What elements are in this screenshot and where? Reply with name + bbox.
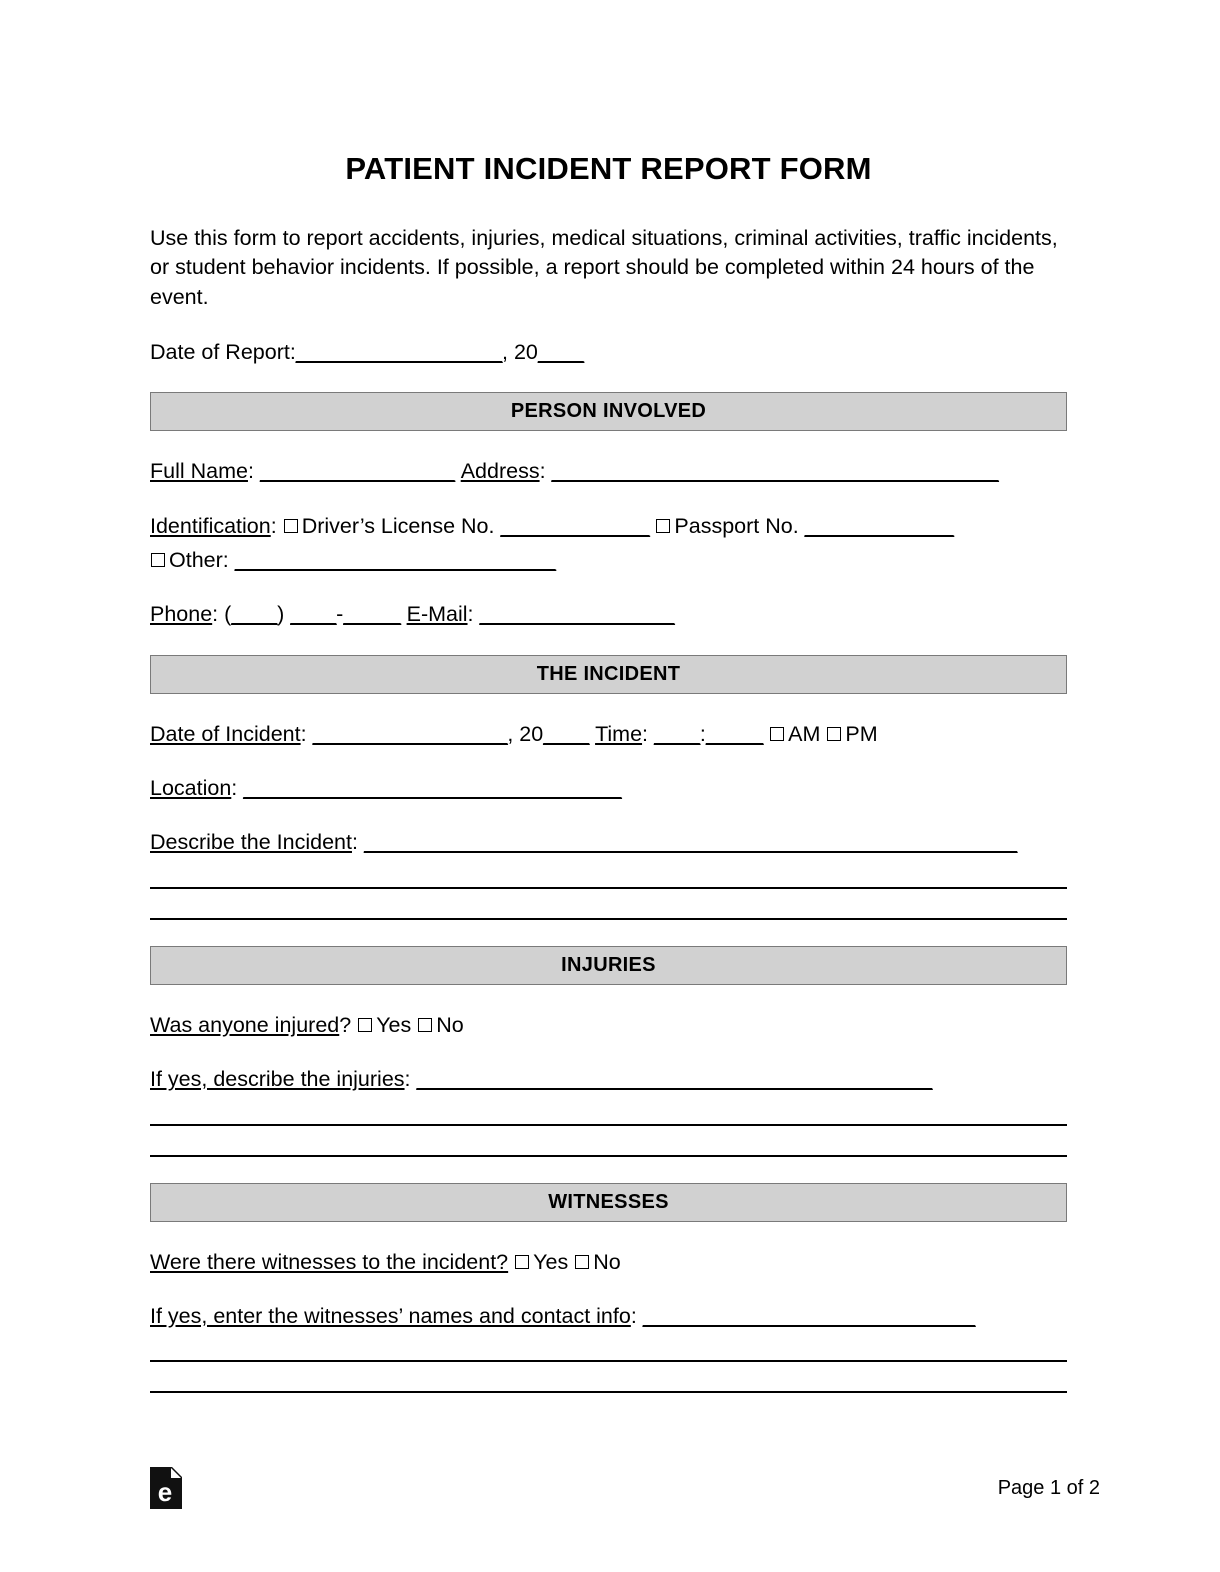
was-anyone-injured-question-mark: ?: [339, 1012, 352, 1037]
checkbox-am[interactable]: [770, 727, 784, 741]
full-name-address-line: [150, 431, 1067, 485]
passport-input[interactable]: _____________: [804, 513, 954, 538]
phone-email-line: [150, 574, 1067, 628]
injured-yes-label: Yes: [376, 1012, 412, 1037]
witness-contact-rule-1[interactable]: [150, 1360, 1067, 1362]
email-input[interactable]: _________________: [479, 602, 675, 627]
checkbox-witnesses-yes[interactable]: [515, 1255, 529, 1269]
time-hour-input[interactable]: ____: [654, 721, 700, 746]
section-header-person-involved-label: PERSON INVOLVED: [510, 400, 707, 423]
checkbox-drivers-license[interactable]: [284, 519, 298, 533]
full-name-label: Full Name: [150, 459, 248, 484]
page-number: Page 1 of 2: [997, 1477, 1100, 1499]
checkbox-passport[interactable]: [656, 519, 670, 533]
document-content: [150, 0, 1067, 1393]
pm-label: PM: [845, 721, 878, 746]
was-anyone-injured-line: [150, 985, 1067, 1039]
location-label: Location: [150, 776, 232, 801]
describe-incident-input[interactable]: _________________________________________________________: [363, 830, 1018, 855]
checkbox-pm[interactable]: [827, 727, 841, 741]
identification-label: Identification: [150, 513, 271, 538]
other-label: Other:: [169, 547, 229, 572]
date-of-incident-label: Date of Incident: [150, 721, 301, 746]
full-name-colon: :: [247, 459, 254, 484]
address-colon: :: [539, 459, 546, 484]
were-there-witnesses-line: [150, 1222, 1067, 1276]
phone-prefix-input[interactable]: ____: [290, 602, 337, 627]
witnesses-yes-label: Yes: [533, 1249, 569, 1274]
location-colon: :: [231, 776, 238, 801]
describe-incident-line: [150, 802, 1067, 856]
page-title: PATIENT INCIDENT REPORT FORM: [345, 151, 872, 186]
phone-dash: -: [336, 602, 344, 627]
location-input[interactable]: _________________________________: [243, 776, 622, 801]
location-line: [150, 748, 1067, 802]
incident-year-input[interactable]: ____: [543, 721, 590, 746]
checkbox-witnesses-no[interactable]: [575, 1255, 589, 1269]
witness-contact-info-input[interactable]: _____________________________: [642, 1303, 976, 1328]
checkbox-other[interactable]: [151, 553, 165, 567]
date-of-report-line: [150, 312, 1067, 366]
eforms-logo-letter: e: [157, 1477, 173, 1507]
phone-colon: :: [212, 602, 219, 627]
describe-injuries-colon: :: [404, 1067, 411, 1092]
were-there-witnesses-label: Were there witnesses to the incident?: [150, 1249, 509, 1274]
checkbox-injured-no[interactable]: [418, 1018, 432, 1032]
phone-area-code-input[interactable]: ____: [231, 602, 278, 627]
phone-area-open-paren: (: [224, 602, 232, 627]
describe-injuries-line: [150, 1039, 1067, 1093]
describe-incident-rule-2[interactable]: [150, 918, 1067, 920]
phone-line-input[interactable]: _____: [343, 602, 401, 627]
section-header-injuries-label: INJURIES: [561, 953, 656, 976]
section-header-the-incident: [150, 655, 1067, 694]
section-header-witnesses: [150, 1183, 1067, 1222]
passport-label: Passport No.: [674, 513, 799, 538]
incident-year-prefix: , 20: [507, 721, 544, 746]
section-header-the-incident-label: THE INCIDENT: [536, 662, 681, 685]
drivers-license-label: Driver’s License No.: [301, 513, 495, 538]
injured-no-label: No: [436, 1012, 464, 1037]
was-anyone-injured-label: Was anyone injured: [150, 1012, 340, 1037]
identification-other-line: [150, 540, 1067, 574]
describe-injuries-rule-2[interactable]: [150, 1155, 1067, 1157]
drivers-license-input[interactable]: _____________: [500, 513, 650, 538]
identification-line: [150, 486, 1067, 540]
phone-label: Phone: [150, 602, 213, 627]
describe-injuries-input[interactable]: _____________________________________________: [416, 1067, 933, 1092]
date-of-incident-line: [150, 694, 1067, 748]
email-label: E-Mail: [406, 602, 468, 627]
checkbox-injured-yes[interactable]: [358, 1018, 372, 1032]
full-name-input[interactable]: _________________: [259, 459, 455, 484]
describe-incident-colon: :: [351, 830, 358, 855]
address-input[interactable]: _______________________________________: [551, 459, 999, 484]
phone-area-close-paren: ): [277, 602, 285, 627]
witnesses-no-label: No: [593, 1249, 621, 1274]
date-of-report-input[interactable]: __________________: [295, 339, 503, 364]
section-header-witnesses-label: WITNESSES: [548, 1190, 669, 1213]
other-input[interactable]: ____________________________: [234, 547, 556, 572]
am-label: AM: [788, 721, 821, 746]
intro-paragraph: Use this form to report accidents, injuries, medical situations, criminal activities, traffic incidents, or student behavior incidents. If possible, a report should be completed within 24 hours of the event.: [150, 226, 1058, 309]
page-footer: [150, 1467, 1100, 1509]
section-header-person-involved: [150, 392, 1067, 431]
date-of-incident-input[interactable]: _________________: [312, 721, 508, 746]
identification-colon: :: [270, 513, 277, 538]
witness-contact-rule-2[interactable]: [150, 1391, 1067, 1393]
address-label: Address: [460, 459, 540, 484]
date-of-incident-colon: :: [300, 721, 307, 746]
describe-incident-rule-1[interactable]: [150, 887, 1067, 889]
date-of-report-year-prefix: , 20: [502, 339, 538, 364]
time-label: Time: [595, 721, 643, 746]
describe-injuries-label: If yes, describe the injuries: [150, 1067, 405, 1092]
describe-injuries-rule-1[interactable]: [150, 1124, 1067, 1126]
time-minute-input[interactable]: _____: [705, 721, 764, 746]
section-header-injuries: [150, 946, 1067, 985]
eforms-logo-icon[interactable]: [150, 1467, 182, 1509]
time-colon: :: [642, 721, 649, 746]
email-colon: :: [467, 602, 474, 627]
time-separator: :: [699, 721, 706, 746]
witness-contact-info-colon: :: [630, 1303, 637, 1328]
date-of-report-year-input[interactable]: ____: [537, 339, 584, 364]
date-of-report-label: Date of Report:: [150, 339, 296, 364]
witness-contact-info-label: If yes, enter the witnesses’ names and contact info: [150, 1303, 631, 1328]
describe-incident-label: Describe the Incident: [150, 830, 352, 855]
witness-contact-info-line: [150, 1276, 1067, 1330]
